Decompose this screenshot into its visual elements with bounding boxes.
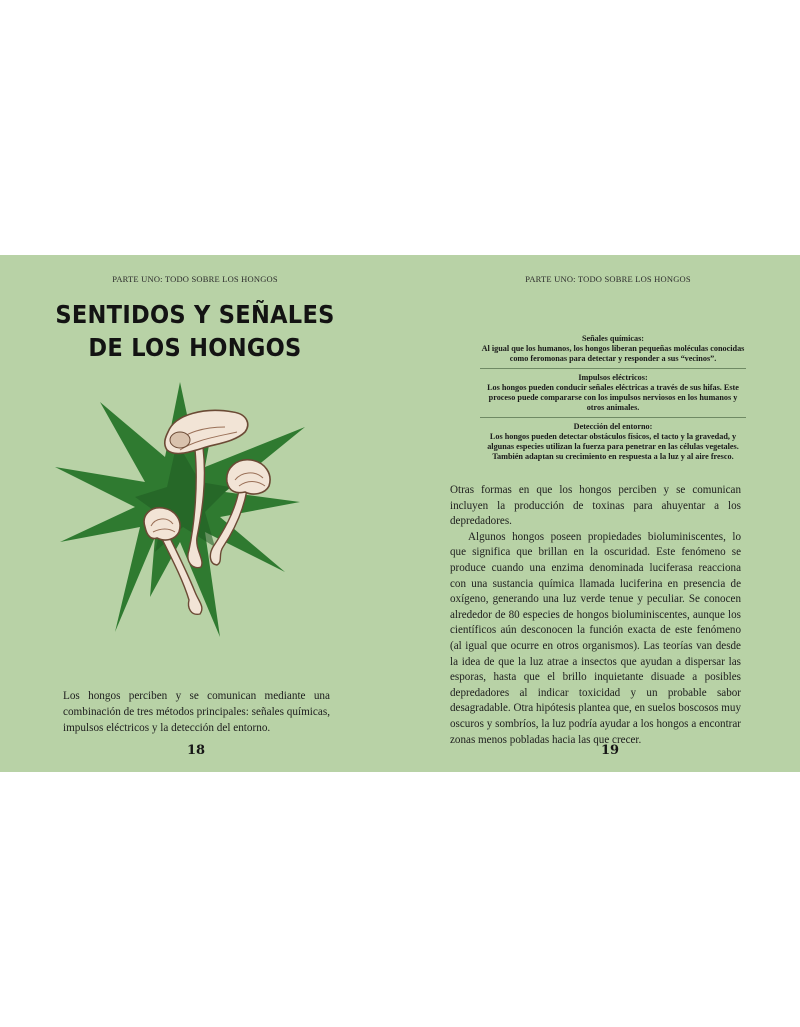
box-text: Los hongos pueden conducir señales eléctricas a través de sus hifas. Este proceso puede compararse con los impulsos nerviosos en los humanos y otros animales.	[487, 383, 739, 412]
right-page	[400, 255, 800, 772]
box-text: Al igual que los humanos, los hongos liberan pequeñas moléculas conocidas como feromonas para detectar y responder a sus “vecinos”.	[481, 344, 745, 363]
left-page	[0, 255, 400, 772]
title-line-2: DE LOS HONGOS	[88, 333, 302, 362]
book-spread	[0, 255, 800, 772]
box-title: Detección del entorno:	[573, 422, 653, 431]
box-text: Los hongos pueden detectar obstáculos físicos, el tacto y la gravedad, y algunas especies utilizan la fuerza para penetrar en las células vegetales. También adaptan su crecimiento en respuesta a la luz y al aire fresco.	[487, 432, 739, 461]
mushrooms-on-green-star-illustration	[55, 382, 310, 642]
info-box-environment	[480, 417, 746, 466]
page-title	[16, 298, 375, 364]
info-box-electrical	[480, 368, 746, 417]
running-head-right: PARTE UNO: TODO SOBRE LOS HONGOS	[525, 274, 691, 284]
intro-paragraph: Los hongos perciben y se comunican mediante una combinación de tres métodos principales: señales químicas, impulsos eléctricos y la detección del entorno.	[63, 690, 330, 734]
sidebar-boxes	[480, 332, 746, 466]
page-number-left: 18	[187, 743, 206, 758]
mushroom-cap-left	[144, 508, 180, 540]
box-title: Impulsos eléctricos:	[578, 373, 648, 382]
body-text	[450, 483, 741, 748]
body-paragraph: Otras formas en que los hongos perciben y se comunican incluyen la producción de toxinas para ahuyentar a los depredadores.	[450, 484, 741, 528]
info-box-chemical	[480, 332, 746, 368]
mushroom-cap-right	[227, 460, 270, 494]
body-paragraph: Algunos hongos poseen propiedades bioluminiscentes, lo que significa que brillan en la oscuridad. Este fenómeno se produce cuando una enzima denominada luciferasa reacciona con una sustancia química llamada luciferina en presencia de oxígeno, generando una luz verde tenue y peculiar. Se conocen alrededor de 80 especies de hongos bioluminiscentes, aunque los científicos aún desconocen la función exacta de este fenómeno (al igual que ocurre en otros organismos). Las teorías van desde la idea de que la luz atrae a insectos que ayudan a dispersar las esporas, hasta que el brillo inquietante disuade a posibles depredadores al indicar toxicidad y un probable sabor desagradable. Otra hipótesis plantea que, en suelos boscosos muy oscuros y sombríos, la luz podría ayudar a los hongos a encontrar zonas menos pobladas hacia las que crecer.	[450, 530, 741, 746]
box-title: Señales químicas:	[581, 334, 645, 343]
title-line-1: SENTIDOS Y SEÑALES	[55, 300, 335, 329]
running-head-left: PARTE UNO: TODO SOBRE LOS HONGOS	[112, 274, 278, 284]
page-number-right: 19	[601, 743, 620, 758]
